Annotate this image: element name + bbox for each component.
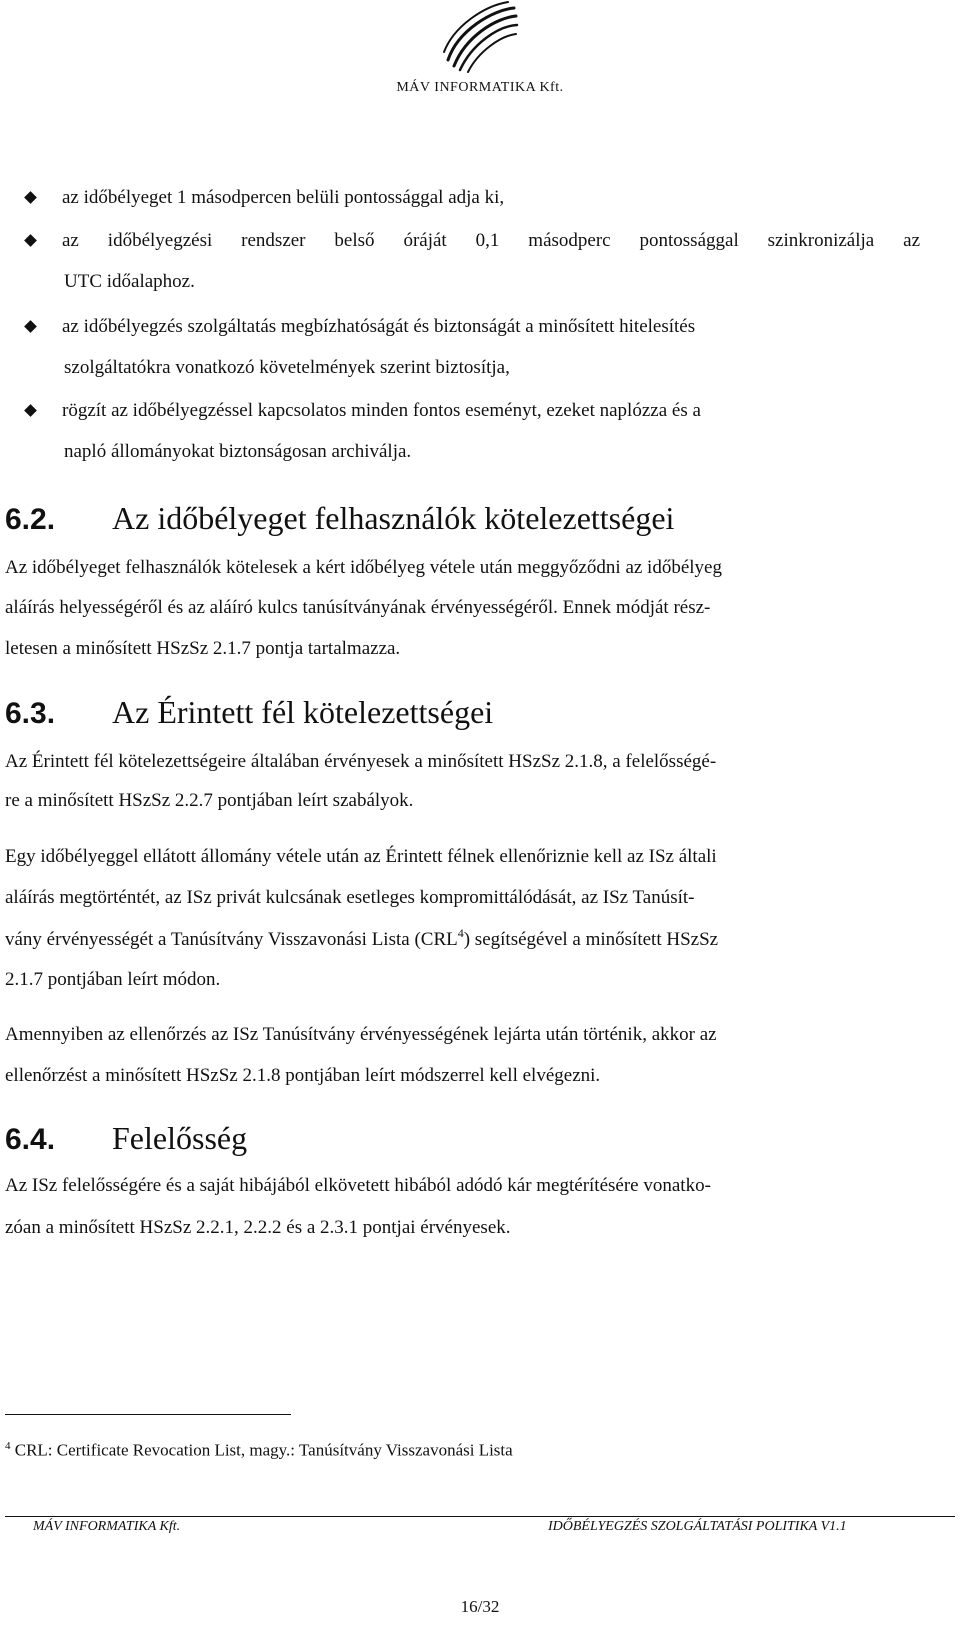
footer-company: MÁV INFORMATIKA Kft. xyxy=(33,1519,181,1534)
paragraph-line: Az ISz felelősségére és a saját hibájából elkövetett hibából adódó kár megtérítésére vonatko- xyxy=(5,1175,711,1196)
paragraph-text: vány érvényességét a Tanúsítvány Visszavonási Lista (CRL xyxy=(5,929,458,950)
bullet-text-continued: UTC időalaphoz. xyxy=(64,271,195,292)
footnote-text: CRL: Certificate Revocation List, magy.: Tanúsítvány Visszavonási Lista xyxy=(14,1440,513,1460)
page-number: 16/32 xyxy=(460,1597,500,1616)
list-item xyxy=(40,315,920,339)
section-number: 6.2. xyxy=(5,503,56,536)
section-number: 6.4. xyxy=(5,1123,56,1156)
paragraph-line xyxy=(5,928,945,952)
section-heading xyxy=(5,500,674,537)
header-company-name: MÁV INFORMATIKA Kft. xyxy=(396,80,564,95)
paragraph-line: Amennyiben az ellenőrzés az ISz Tanúsítvány érvényességének lejárta után történik, akkor az xyxy=(5,1024,717,1045)
section-number: 6.3. xyxy=(5,697,56,730)
diamond-bullet-icon xyxy=(24,320,37,333)
paragraph-line: Az időbélyeget felhasználók kötelesek a kért időbélyeg vétele után meggyőződni az időbélyeg xyxy=(5,557,722,578)
diamond-bullet-icon xyxy=(24,191,37,204)
section-heading xyxy=(5,1120,247,1157)
footnote xyxy=(5,1440,513,1461)
footnote-marker: 4 xyxy=(5,1440,11,1452)
bullet-text: rögzít az időbélyegzéssel kapcsolatos minden fontos eseményt, ezeket naplózza és a xyxy=(62,400,701,421)
bullet-text-continued: szolgáltatókra vonatkozó követelmények szerint biztosítja, xyxy=(64,357,510,378)
footer-document-title: IDŐBÉLYEGZÉS SZOLGÁLTATÁSI POLITIKA V1.1 xyxy=(548,1519,847,1534)
footnote-divider xyxy=(5,1414,291,1415)
paragraph-line: re a minősített HSzSz 2.2.7 pontjában leírt szabályok. xyxy=(5,790,414,811)
paragraph-line: Az Érintett fél kötelezettségeire általában érvényesek a minősített HSzSz 2.1.8, a felelősségé- xyxy=(5,751,717,772)
section-title: Az Érintett fél kötelezettségei xyxy=(112,694,494,730)
paragraph-line: Egy időbélyeggel ellátott állomány vétele után az Érintett félnek ellenőriznie kell az ISz általi xyxy=(5,846,717,867)
diamond-bullet-icon xyxy=(24,234,37,247)
section-heading xyxy=(5,694,493,731)
section-title: Felelősség xyxy=(112,1120,248,1156)
footnote-reference: 4 xyxy=(457,926,464,940)
paragraph-line: zóan a minősített HSzSz 2.2.1, 2.2.2 és a 2.3.1 pontjai érvényesek. xyxy=(5,1217,511,1238)
paragraph-line: aláírás megtörténtét, az ISz privát kulcsának esetleges kompromittálódását, az ISz Tanúsít- xyxy=(5,887,695,908)
bullet-text: az időbélyeget 1 másodpercen belüli pontossággal adja ki, xyxy=(62,187,505,208)
paragraph-text: ) segítségével a minősített HSzSz xyxy=(463,929,719,950)
section-title: Az időbélyeget felhasználók kötelezettségei xyxy=(112,500,675,536)
list-item xyxy=(40,399,920,423)
list-item xyxy=(40,186,920,210)
paragraph-line: letesen a minősített HSzSz 2.1.7 pontja tartalmazza. xyxy=(5,638,401,659)
bullet-text: az időbélyegzés szolgáltatás megbízhatóságát és biztonságát a minősített hitelesítés xyxy=(62,316,696,337)
diamond-bullet-icon xyxy=(24,404,37,417)
paragraph-line: aláírás helyességéről és az aláíró kulcs tanúsítványának érvényességéről. Ennek módját rész- xyxy=(5,597,711,618)
list-item xyxy=(40,229,920,253)
paragraph-line: 2.1.7 pontjában leírt módon. xyxy=(5,969,221,990)
footer-divider xyxy=(5,1516,955,1517)
bullet-text: az időbélyegzési rendszer belső óráját 0,1 másodperc pontossággal szinkronizálja az xyxy=(62,230,920,251)
bullet-text-continued: napló állományokat biztonságosan archiválja. xyxy=(64,441,412,462)
company-logo xyxy=(438,0,522,76)
paragraph-line: ellenőrzést a minősített HSzSz 2.1.8 pontjában leírt módszerrel kell elvégezni. xyxy=(5,1065,601,1086)
